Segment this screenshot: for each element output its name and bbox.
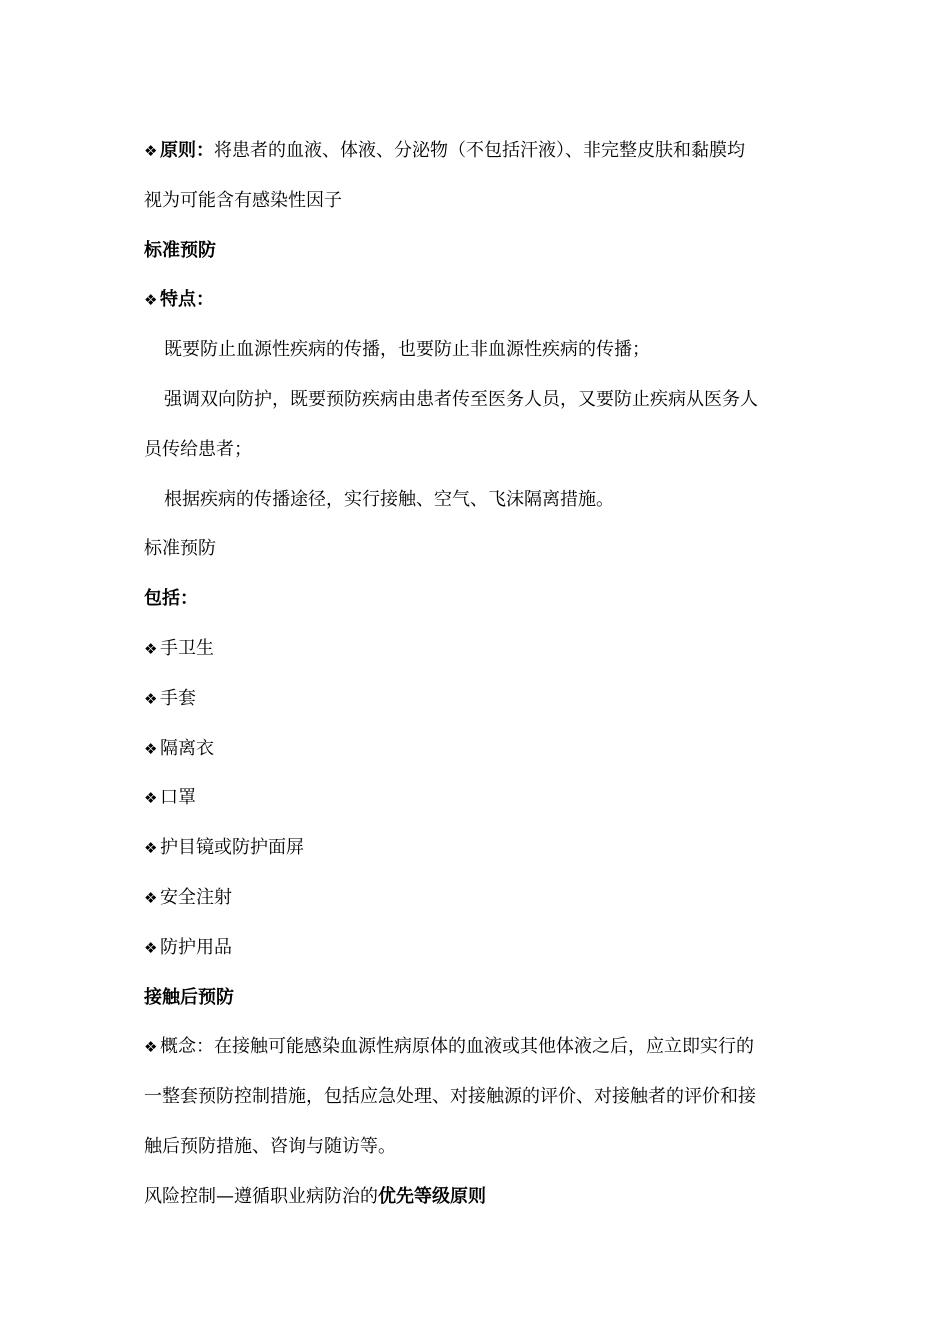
document-body [144,126,804,1222]
feature-item-1: 既要防止血源性疾病的传播，也要防止非血源性疾病的传播； [164,339,650,361]
list-item-text: 防护用品 [160,936,232,958]
list-item [144,624,804,674]
list-item [144,773,804,823]
risk-control-emphasis: 优先等级原则 [378,1185,486,1207]
bullet-icon: ❖ [144,1038,158,1057]
bullet-icon: ❖ [144,839,158,858]
features-label-line [144,275,804,325]
list-item-text: 口罩 [160,787,196,809]
risk-control-prefix: 风险控制—遵循职业病防治的 [144,1185,378,1207]
list-item [144,873,804,923]
principle-label: 原则： [160,140,214,161]
bullet-icon: ❖ [144,291,158,310]
list-item-text: 隔离衣 [160,737,214,759]
list-item [144,674,804,724]
bullet-icon: ❖ [144,739,158,758]
features-label: 特点： [160,289,214,311]
list-item-text: 护目镜或防护面屏 [160,837,304,859]
principle-text-1: 将患者的血液、体液、分泌物（不包括汗液）、非完整皮肤和黏膜均 [214,140,745,161]
bullet-icon: ❖ [144,689,158,708]
list-item-text: 手套 [160,687,196,709]
bullet-icon: ❖ [144,888,158,907]
risk-control-line [144,1172,804,1222]
bullet-icon: ❖ [144,639,158,658]
post-exposure-text-1: 概念：在接触可能感染血源性病原体的血液或其他体液之后，应立即实行的 [160,1036,754,1058]
bullet-icon: ❖ [144,938,158,957]
list-item-text: 手卫生 [160,637,214,659]
subheading-standard-precautions: 标准预防 [144,538,216,560]
feature-item-2-line-1: 强调双向防护，既要预防疾病由患者传至医务人员，又要防止疾病从医务人 [164,388,758,410]
feature-item-3: 根据疾病的传播途径，实行接触、空气、飞沫隔离措施。 [164,488,614,510]
principle-line-1 [144,126,804,176]
list-item-text: 安全注射 [160,886,232,908]
list-item [144,724,804,774]
post-exposure-line-3: 触后预防措施、咨询与随访等。 [144,1135,396,1157]
includes-label: 包括： [144,588,198,610]
feature-item-2-line-2: 员传给患者； [144,438,252,460]
post-exposure-line-1 [144,1022,804,1072]
list-item [144,923,804,973]
list-item [144,823,804,873]
bullet-icon: ❖ [144,142,158,160]
principle-line-2: 视为可能含有感染性因子 [144,189,342,211]
bullet-icon: ❖ [144,789,158,808]
post-exposure-line-2: 一整套预防控制措施，包括应急处理、对接触源的评价、对接触者的评价和接 [144,1086,756,1108]
section-heading-post-exposure: 接触后预防 [144,986,234,1008]
section-heading-standard-precautions: 标准预防 [144,239,216,261]
